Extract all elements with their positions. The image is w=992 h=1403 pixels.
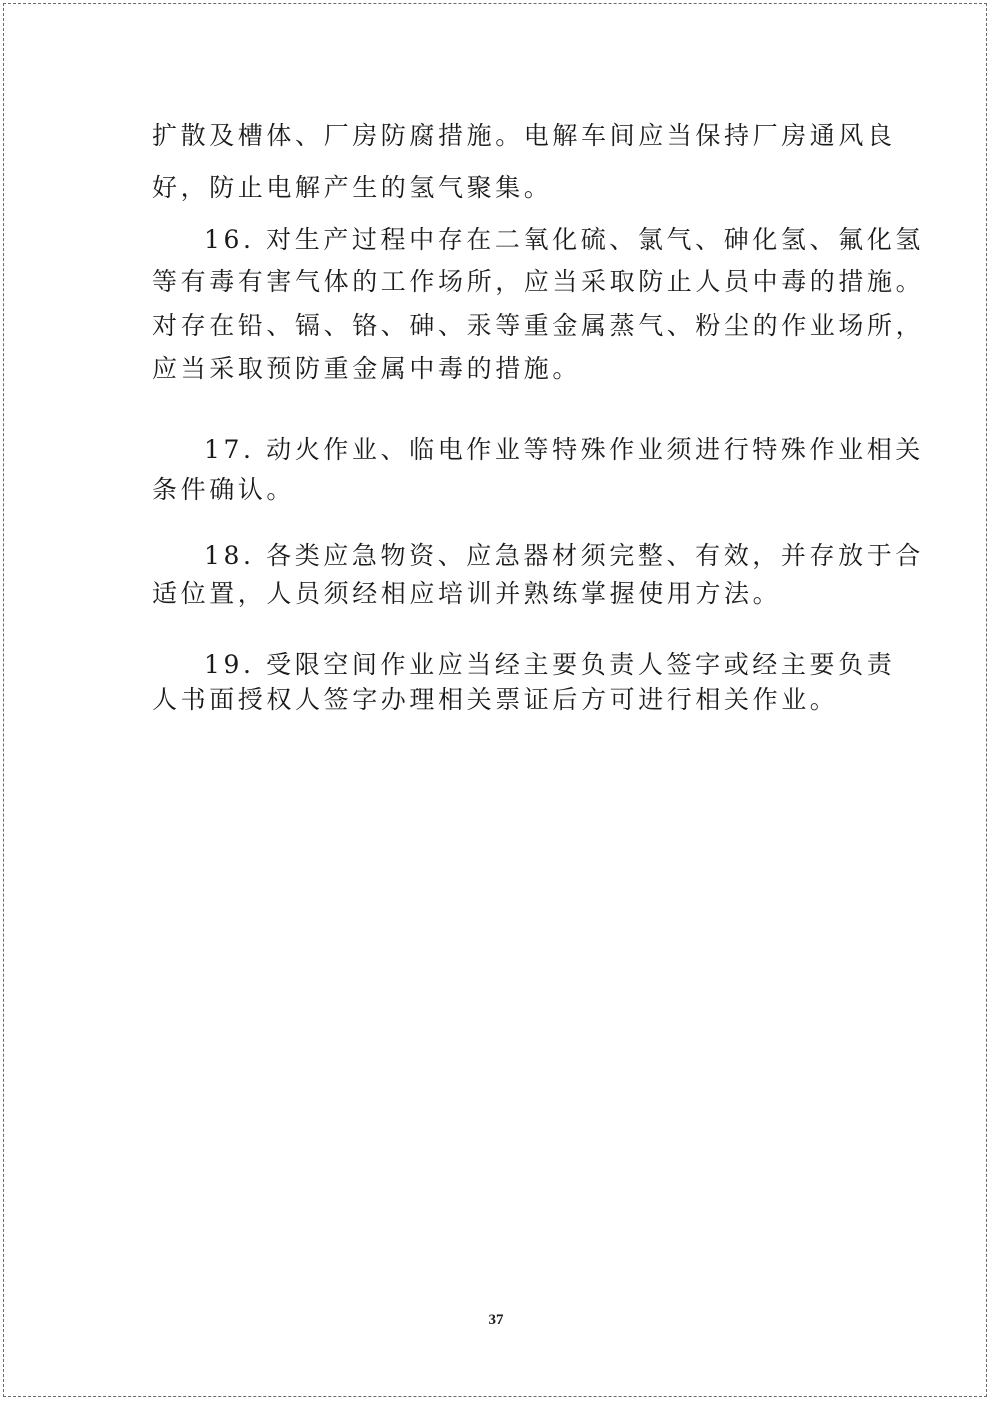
paragraph-16-line-2: 等有毒有害气体的工作场所，应当采取防止人员中毒的措施。 (152, 267, 925, 296)
paragraph-18-line-2: 适位置，人员须经相应培训并熟练掌握使用方法。 (152, 579, 782, 608)
paragraph-15-line-2: 好，防止电解产生的氢气聚集。 (152, 173, 553, 202)
paragraph-15-line-1: 扩散及槽体、厂房防腐措施。电解车间应当保持厂房通风良 (152, 121, 896, 150)
paragraph-16-line-4: 应当采取预防重金属中毒的措施。 (152, 354, 582, 383)
paragraph-17-line-1: 17. 动火作业、临电作业等特殊作业须进行特殊作业相关 (204, 435, 924, 464)
paragraph-19-line-2: 人书面授权人签字办理相关票证后方可进行相关作业。 (152, 685, 839, 714)
paragraph-16-line-3: 对存在铅、镉、铬、砷、汞等重金属蒸气、粉尘的作业场所， (152, 311, 925, 340)
paragraph-16-line-1: 16. 对生产过程中存在二氧化硫、氯气、砷化氢、氟化氢 (204, 225, 924, 254)
page-number: 37 (488, 1312, 504, 1328)
paragraph-17-line-2: 条件确认。 (152, 475, 296, 504)
paragraph-18-line-1: 18. 各类应急物资、应急器材须完整、有效，并存放于合 (204, 541, 924, 570)
paragraph-19-line-1: 19. 受限空间作业应当经主要负责人签字或经主要负责 (204, 650, 896, 679)
